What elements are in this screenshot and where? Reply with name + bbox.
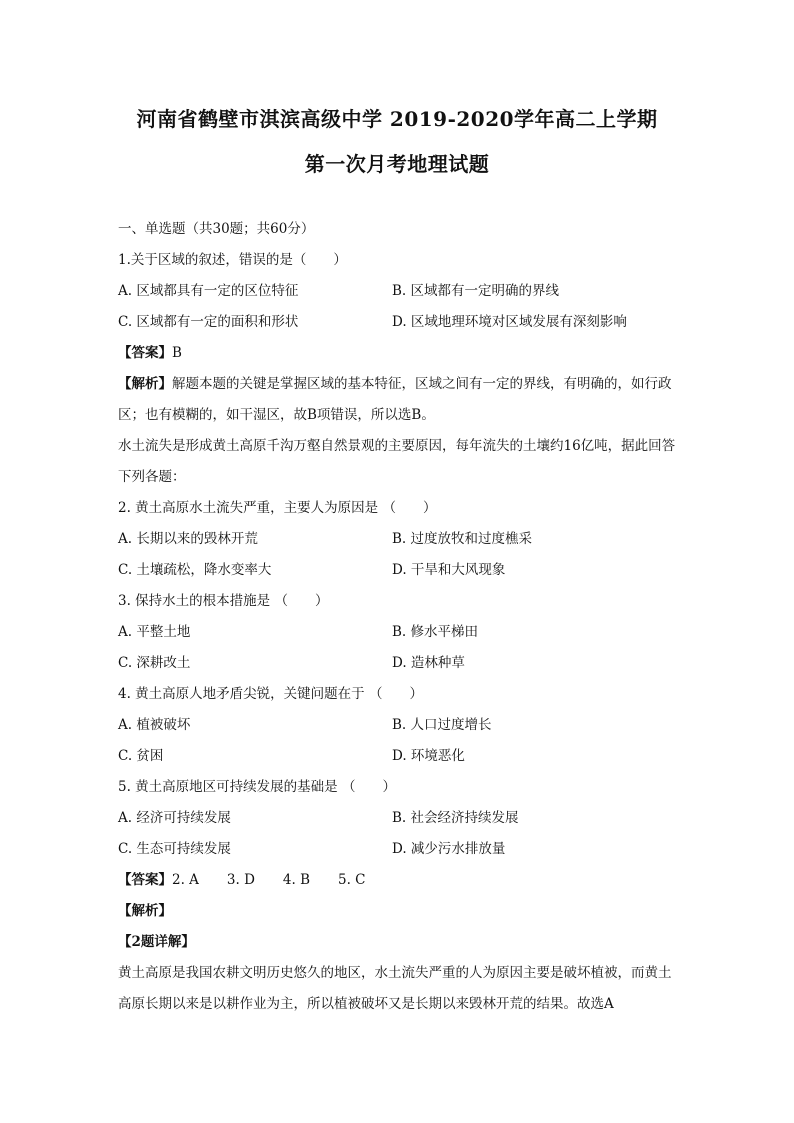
- question-4-options-row-1: [118, 710, 676, 741]
- question-3-option-a: A. 平整土地: [118, 624, 191, 640]
- document-title-line-1: 河南省鹤壁市淇滨高级中学 2019-2020学年高二上学期: [136, 107, 658, 131]
- question-2-options-row-2: [118, 555, 676, 586]
- question-2-option-d: D. 干旱和大风现象: [392, 562, 506, 578]
- group-analysis-label: 【解析】: [118, 903, 172, 919]
- answer-value: B: [172, 345, 182, 361]
- question-5-option-b: B. 社会经济持续发展: [392, 810, 519, 826]
- question-2-option-c: C. 土壤疏松，降水变率大: [118, 562, 272, 578]
- question-4-option-b: B. 人口过度增长: [392, 717, 492, 733]
- question-4-options-row-2: [118, 741, 676, 772]
- question-1-answer: [118, 338, 676, 369]
- question-1-option-a: A. 区域都具有一定的区位特征: [118, 283, 299, 299]
- detail-2-text: 黄土高原是我国农耕文明历史悠久的地区，水土流失严重的人为原因主要是破坏植被，而黄土高原长期以来是以耕作业为主，所以植被破坏又是长期以来毁林开荒的结果。故选A: [118, 965, 672, 1012]
- question-2-option-b: B. 过度放牧和过度樵采: [392, 531, 533, 547]
- document-body: [118, 214, 676, 1020]
- question-5-options-row-2: [118, 834, 676, 865]
- detail-2-label: 【2题详解】: [118, 934, 195, 950]
- question-3-option-c: C. 深耕改土: [118, 655, 191, 671]
- answer-label: 【答案】: [118, 345, 172, 361]
- question-1-analysis: [118, 369, 676, 431]
- question-2-options-row-1: [118, 524, 676, 555]
- question-3-option-b: B. 修水平梯田: [392, 624, 479, 640]
- question-2-stem: 2. 黄土高原水土流失严重，主要人为原因是 （ ）: [118, 500, 437, 516]
- question-4-option-a: A. 植被破坏: [118, 717, 191, 733]
- analysis-text: 解题本题的关键是掌握区域的基本特征，区域之间有一定的界线，有明确的，如行政区；也有模糊的，如干湿区，故B项错误，所以选B。: [118, 376, 672, 423]
- question-4-option-d: D. 环境恶化: [392, 748, 465, 764]
- question-5-option-c: C. 生态可持续发展: [118, 841, 231, 857]
- document-title-line-2: 第一次月考地理试题: [304, 152, 490, 176]
- analysis-label: 【解析】: [118, 376, 172, 392]
- question-2-option-a: A. 长期以来的毁林开荒: [118, 531, 258, 547]
- passage-intro: 水土流失是形成黄土高原千沟万壑自然景观的主要原因，每年流失的土壤约16亿吨，据此回答下列各题：: [118, 438, 676, 485]
- group-answer-item: 3. D: [226, 872, 255, 888]
- question-5-option-a: A. 经济可持续发展: [118, 810, 231, 826]
- question-1-options-row-2: [118, 307, 676, 338]
- question-1-options-row-1: [118, 276, 676, 307]
- question-3-options-row-2: [118, 648, 676, 679]
- group-answer-label: 【答案】: [118, 872, 172, 888]
- group-answer-item: 5. C: [338, 872, 366, 888]
- group-answer-item: 4. B: [282, 872, 311, 888]
- group-answer-item: 2. A: [172, 872, 199, 888]
- question-4-stem: 4. 黄土高原人地矛盾尖锐，关键问题在于 （ ）: [118, 686, 423, 702]
- question-3-option-d: D. 造林种草: [392, 655, 465, 671]
- question-1-option-c: C. 区域都有一定的面积和形状: [118, 314, 299, 330]
- group-answer: [118, 865, 676, 896]
- section-heading: 一、单选题（共30题；共60分）: [118, 221, 315, 237]
- question-3-options-row-1: [118, 617, 676, 648]
- question-4-option-c: C. 贫困: [118, 748, 164, 764]
- question-1-stem: 1.关于区域的叙述，错误的是（ ）: [118, 252, 347, 268]
- question-1-option-b: B. 区域都有一定明确的界线: [392, 283, 560, 299]
- question-5-options-row-1: [118, 803, 676, 834]
- question-1-option-d: D. 区域地理环境对区域发展有深刻影响: [392, 314, 627, 330]
- question-5-stem: 5. 黄土高原地区可持续发展的基础是 （ ）: [118, 779, 396, 795]
- question-5-option-d: D. 减少污水排放量: [392, 841, 506, 857]
- question-3-stem: 3. 保持水土的根本措施是 （ ）: [118, 593, 329, 609]
